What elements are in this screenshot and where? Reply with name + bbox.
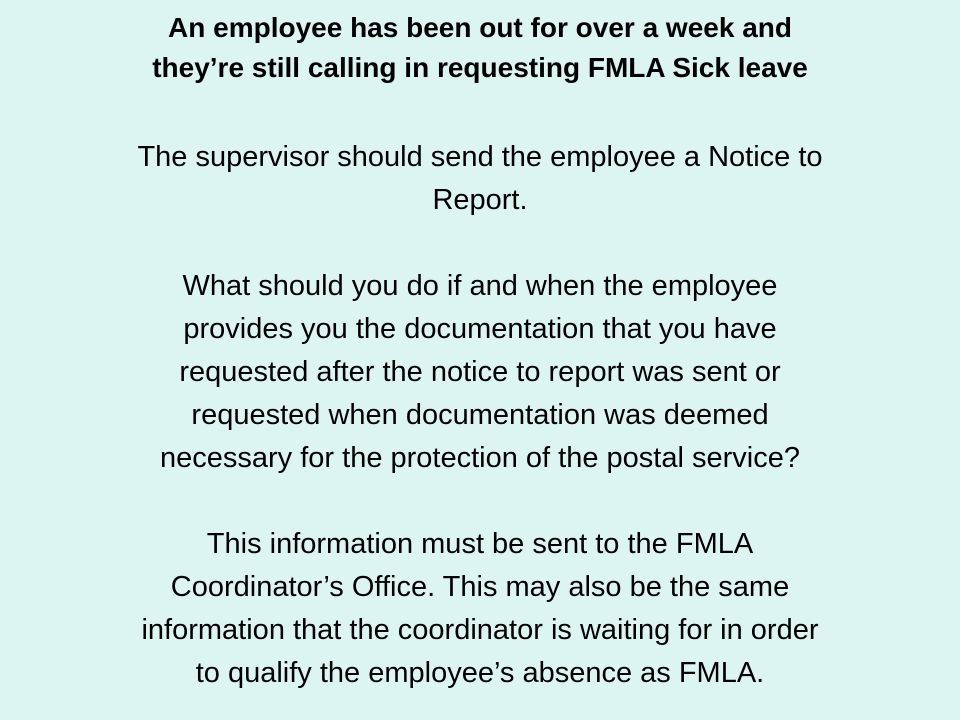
answer-line-1: The supervisor should send the employee a Notice to: [137, 141, 823, 173]
answer-line-2: Report.: [432, 184, 528, 216]
slide-body: [20, 136, 940, 695]
answer-paragraph: [20, 136, 940, 222]
instruction-line-2: Coordinator’s Office. This may also be the same: [170, 571, 790, 603]
title-line-1: An employee has been out for over a week and: [168, 12, 792, 43]
question-line-5: necessary for the protection of the postal service?: [160, 442, 800, 474]
question-line-2: provides you the documentation that you have: [183, 313, 777, 345]
instruction-line-3: information that the coordinator is waiting for in order: [141, 614, 819, 646]
instruction-line-1: This information must be sent to the FMLA: [206, 528, 754, 560]
question-line-4: requested when documentation was deemed: [191, 399, 769, 431]
instruction-line-4: to qualify the employee’s absence as FMLA.: [195, 657, 765, 689]
paragraph-spacer: [20, 480, 940, 523]
instruction-paragraph: [20, 523, 940, 695]
paragraph-spacer: [20, 222, 940, 265]
slide-title: [20, 8, 940, 88]
question-line-3: requested after the notice to report was sent or: [179, 356, 781, 388]
title-line-2: they’re still calling in requesting FMLA Sick leave: [152, 52, 808, 83]
question-line-1: What should you do if and when the employee: [182, 270, 778, 302]
question-paragraph: [20, 265, 940, 480]
